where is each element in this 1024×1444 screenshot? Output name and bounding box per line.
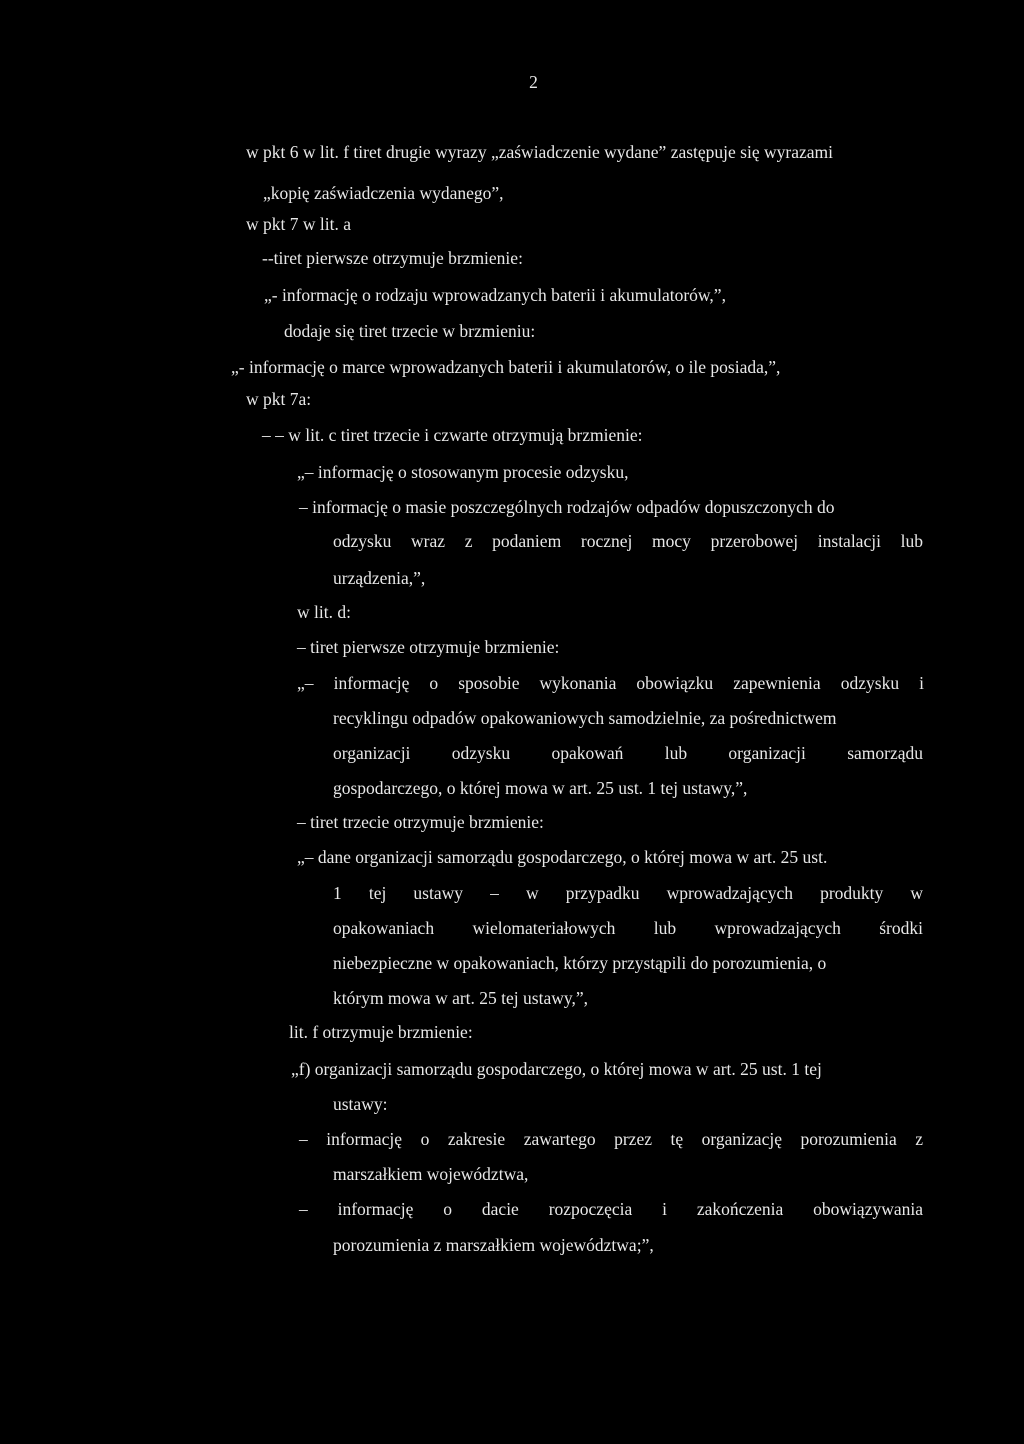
text-line: którym mowa w art. 25 tej ustawy,”, bbox=[333, 988, 588, 1008]
text-line: gospodarczego, o której mowa w art. 25 ust. 1 tej ustawy,”, bbox=[333, 778, 748, 798]
text-line: urządzenia,”, bbox=[333, 568, 426, 588]
text-line: „- informację o marce wprowadzanych baterii i akumulatorów, o ile posiada,”, bbox=[231, 357, 781, 377]
text-line: – informację o zakresie zawartego przez tę organizację porozumienia z bbox=[299, 1129, 923, 1149]
text-line: organizacji odzysku opakowań lub organizacji samorządu bbox=[333, 743, 923, 763]
text-line: – – w lit. c tiret trzecie i czwarte otrzymują brzmienie: bbox=[262, 425, 643, 445]
text-line: niebezpieczne w opakowaniach, którzy przystąpili do porozumienia, o bbox=[333, 953, 827, 973]
text-line: marszałkiem województwa, bbox=[333, 1164, 529, 1184]
text-line: – informację o dacie rozpoczęcia i zakończenia obowiązywania bbox=[299, 1199, 923, 1219]
text-line: – informację o masie poszczególnych rodzajów odpadów dopuszczonych do bbox=[299, 497, 835, 517]
text-line: „– informację o sposobie wykonania obowiązku zapewnienia odzysku i bbox=[297, 673, 924, 693]
text-line: w pkt 7 w lit. a bbox=[246, 214, 351, 234]
text-line: „- informację o rodzaju wprowadzanych baterii i akumulatorów,”, bbox=[264, 285, 726, 305]
text-line: recyklingu odpadów opakowaniowych samodzielnie, za pośrednictwem bbox=[333, 708, 837, 728]
text-line: lit. f otrzymuje brzmienie: bbox=[289, 1022, 473, 1042]
text-line: „– informację o stosowanym procesie odzysku, bbox=[297, 462, 629, 482]
text-line: opakowaniach wielomateriałowych lub wprowadzających środki bbox=[333, 918, 923, 938]
text-line: „– dane organizacji samorządu gospodarczego, o której mowa w art. 25 ust. bbox=[297, 847, 828, 867]
text-line: porozumienia z marszałkiem województwa;”, bbox=[333, 1235, 654, 1255]
text-line: w lit. d: bbox=[297, 602, 351, 622]
text-line: ustawy: bbox=[333, 1094, 388, 1114]
page-number: 2 bbox=[529, 72, 538, 92]
text-line: 1 tej ustawy – w przypadku wprowadzających produkty w bbox=[333, 883, 923, 903]
text-line: – tiret trzecie otrzymuje brzmienie: bbox=[297, 812, 544, 832]
text-line: – tiret pierwsze otrzymuje brzmienie: bbox=[297, 637, 560, 657]
text-line: „kopię zaświadczenia wydanego”, bbox=[263, 183, 504, 203]
text-line: odzysku wraz z podaniem rocznej mocy przerobowej instalacji lub bbox=[333, 531, 923, 551]
text-line: --tiret pierwsze otrzymuje brzmienie: bbox=[262, 248, 523, 268]
text-line: „f) organizacji samorządu gospodarczego, o której mowa w art. 25 ust. 1 tej bbox=[291, 1059, 822, 1079]
text-line: w pkt 7a: bbox=[246, 389, 312, 409]
text-line: w pkt 6 w lit. f tiret drugie wyrazy „zaświadczenie wydane” zastępuje się wyrazami bbox=[246, 142, 833, 162]
text-line: dodaje się tiret trzecie w brzmieniu: bbox=[284, 321, 536, 341]
